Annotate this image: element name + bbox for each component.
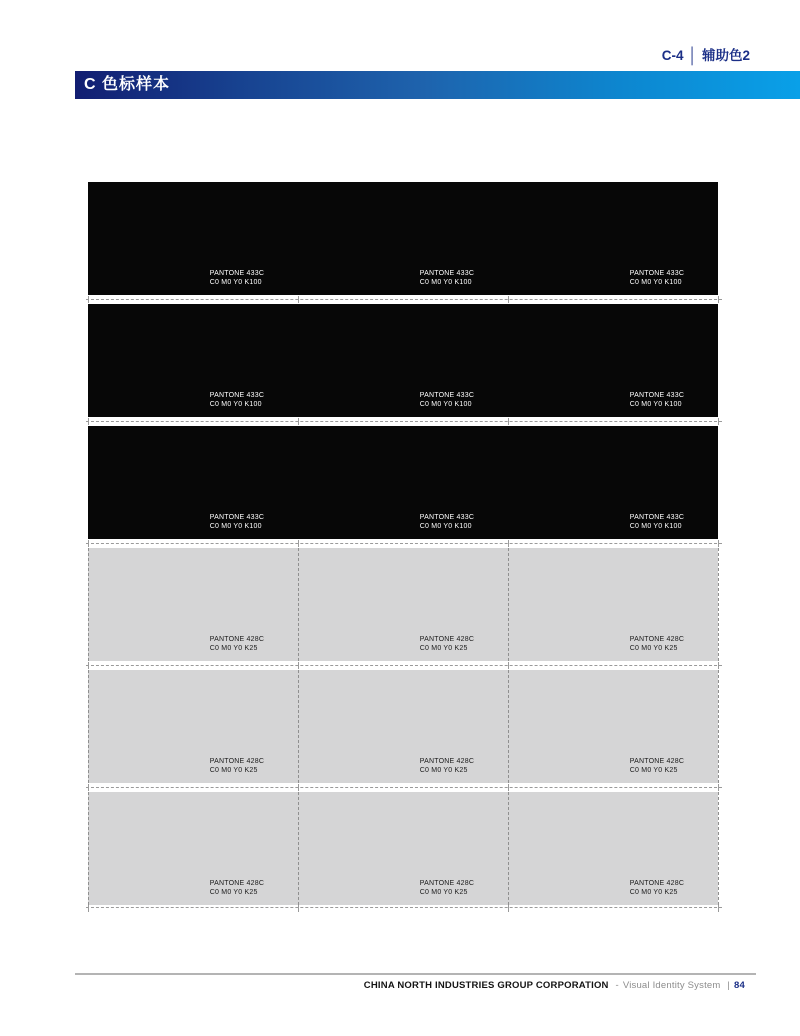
color-swatch-grid	[88, 182, 718, 914]
swatch-cell	[88, 182, 298, 295]
cut-line-gap	[88, 295, 718, 304]
cut-mark-tick	[508, 296, 509, 303]
swatch-pantone-name: PANTONE 433C	[629, 514, 685, 521]
swatch-cmyk-value: C0 M0 Y0 K25	[419, 645, 468, 652]
swatch-pantone-name: PANTONE 428C	[419, 880, 475, 887]
cut-mark-tick	[88, 784, 89, 791]
swatch-pantone-name: PANTONE 433C	[419, 392, 475, 399]
swatch-pantone-name: PANTONE 433C	[629, 270, 685, 277]
swatch-pantone-name: PANTONE 433C	[629, 392, 685, 399]
footer	[364, 980, 745, 991]
swatch-cell	[298, 670, 508, 783]
cut-mark-vertical-dash	[298, 548, 299, 661]
footer-system-name: Visual Identity System	[622, 980, 721, 991]
section-title-bar	[75, 71, 800, 99]
swatch-cmyk-value: C0 M0 Y0 K25	[629, 645, 678, 652]
swatch-pantone-name: PANTONE 428C	[209, 880, 265, 887]
swatch-pantone-name: PANTONE 428C	[209, 636, 265, 643]
cut-mark-vertical-dash	[88, 670, 89, 783]
swatch-cmyk-value: C0 M0 Y0 K25	[209, 645, 258, 652]
swatch-cell	[88, 426, 298, 539]
swatch-cell	[508, 670, 718, 783]
cut-mark-vertical-dash	[298, 792, 299, 905]
swatch-label	[420, 513, 474, 531]
cut-mark-tick	[298, 418, 299, 425]
swatch-cell	[508, 182, 718, 295]
swatch-cell	[298, 182, 508, 295]
swatch-cmyk-value: C0 M0 Y0 K25	[629, 767, 678, 774]
cut-line-gap	[88, 905, 718, 914]
cut-line-gap	[88, 539, 718, 548]
cut-mark-tick	[718, 662, 719, 669]
cut-mark-tick	[298, 905, 299, 912]
swatch-cmyk-value: C0 M0 Y0 K100	[209, 401, 262, 408]
footer-separator: |	[727, 980, 731, 991]
swatch-cell	[508, 426, 718, 539]
swatch-cmyk-value: C0 M0 Y0 K100	[209, 279, 262, 286]
cut-mark-vertical-dash	[508, 548, 509, 661]
cut-line-gap	[88, 661, 718, 670]
swatch-label	[630, 391, 684, 409]
section-title: C 色标样本	[84, 76, 171, 93]
section-subtitle: 辅助色2	[701, 48, 750, 63]
cut-mark-tick	[88, 662, 89, 669]
cut-mark-horizontal-dash	[86, 665, 722, 666]
cut-mark-vertical-dash	[298, 670, 299, 783]
swatch-cell	[88, 670, 298, 783]
cut-mark-vertical-dash	[88, 792, 89, 905]
cut-mark-horizontal-dash	[86, 421, 722, 422]
swatch-cmyk-value: C0 M0 Y0 K100	[629, 279, 682, 286]
swatch-label	[630, 269, 684, 287]
cut-mark-tick	[718, 296, 719, 303]
footer-divider-line	[75, 973, 756, 975]
cut-mark-vertical-dash	[718, 792, 719, 905]
swatch-label	[210, 879, 264, 897]
swatch-pantone-name: PANTONE 433C	[419, 270, 475, 277]
swatch-row	[88, 426, 718, 539]
swatch-label	[420, 879, 474, 897]
footer-dash: -	[615, 980, 619, 991]
cut-mark-vertical-dash	[718, 548, 719, 661]
swatch-cmyk-value: C0 M0 Y0 K100	[419, 279, 472, 286]
swatch-label	[420, 757, 474, 775]
swatch-cell	[508, 548, 718, 661]
swatch-row	[88, 670, 718, 783]
swatch-cell	[298, 548, 508, 661]
cut-line-gap	[88, 783, 718, 792]
cut-mark-tick	[298, 784, 299, 791]
cut-mark-vertical-dash	[718, 670, 719, 783]
cut-mark-tick	[508, 905, 509, 912]
footer-page-number: 84	[734, 980, 745, 991]
swatch-pantone-name: PANTONE 433C	[209, 270, 265, 277]
swatch-cmyk-value: C0 M0 Y0 K25	[209, 889, 258, 896]
cut-mark-tick	[718, 784, 719, 791]
swatch-pantone-name: PANTONE 428C	[629, 758, 685, 765]
swatch-label	[630, 513, 684, 531]
swatch-cmyk-value: C0 M0 Y0 K100	[209, 523, 262, 530]
cut-mark-tick	[508, 784, 509, 791]
swatch-label	[630, 879, 684, 897]
swatch-row	[88, 182, 718, 295]
cut-mark-horizontal-dash	[86, 543, 722, 544]
swatch-cmyk-value: C0 M0 Y0 K25	[209, 767, 258, 774]
swatch-cmyk-value: C0 M0 Y0 K100	[419, 523, 472, 530]
cut-line-gap	[88, 417, 718, 426]
swatch-row	[88, 304, 718, 417]
cut-mark-horizontal-dash	[86, 787, 722, 788]
swatch-cmyk-value: C0 M0 Y0 K25	[419, 889, 468, 896]
swatch-label	[210, 635, 264, 653]
cut-mark-tick	[88, 418, 89, 425]
swatch-label	[630, 635, 684, 653]
swatch-pantone-name: PANTONE 433C	[209, 514, 265, 521]
cut-mark-vertical-dash	[508, 792, 509, 905]
swatch-pantone-name: PANTONE 428C	[629, 880, 685, 887]
cut-mark-tick	[88, 296, 89, 303]
swatch-label	[210, 391, 264, 409]
cut-mark-tick	[718, 418, 719, 425]
section-separator-bar: │	[688, 46, 697, 65]
swatch-cmyk-value: C0 M0 Y0 K100	[419, 401, 472, 408]
cut-mark-tick	[298, 662, 299, 669]
swatch-row	[88, 792, 718, 905]
swatch-cmyk-value: C0 M0 Y0 K100	[629, 401, 682, 408]
swatch-label	[420, 391, 474, 409]
cut-mark-tick	[88, 905, 89, 912]
swatch-pantone-name: PANTONE 428C	[419, 636, 475, 643]
cut-mark-tick	[88, 540, 89, 547]
swatch-label	[210, 757, 264, 775]
swatch-cell	[88, 792, 298, 905]
swatch-cell	[88, 548, 298, 661]
section-label	[662, 44, 750, 64]
footer-company: CHINA NORTH INDUSTRIES GROUP CORPORATION	[363, 980, 609, 991]
cut-mark-vertical-dash	[508, 670, 509, 783]
swatch-cmyk-value: C0 M0 Y0 K25	[419, 767, 468, 774]
swatch-pantone-name: PANTONE 433C	[209, 392, 265, 399]
cut-mark-tick	[508, 662, 509, 669]
cut-mark-tick	[718, 540, 719, 547]
cut-mark-tick	[298, 296, 299, 303]
cut-mark-horizontal-dash	[86, 907, 722, 908]
swatch-cmyk-value: C0 M0 Y0 K100	[629, 523, 682, 530]
swatch-cmyk-value: C0 M0 Y0 K25	[629, 889, 678, 896]
swatch-label	[420, 635, 474, 653]
swatch-pantone-name: PANTONE 428C	[629, 636, 685, 643]
swatch-pantone-name: PANTONE 428C	[419, 758, 475, 765]
swatch-label	[210, 513, 264, 531]
cut-mark-tick	[508, 540, 509, 547]
swatch-cell	[298, 426, 508, 539]
swatch-cell	[88, 304, 298, 417]
swatch-cell	[508, 304, 718, 417]
swatch-label	[210, 269, 264, 287]
swatch-label	[630, 757, 684, 775]
swatch-row	[88, 548, 718, 661]
cut-mark-tick	[508, 418, 509, 425]
cut-mark-vertical-dash	[88, 548, 89, 661]
swatch-pantone-name: PANTONE 433C	[419, 514, 475, 521]
section-tag: C-4	[661, 48, 684, 63]
swatch-cell	[298, 304, 508, 417]
swatch-cell	[298, 792, 508, 905]
cut-mark-horizontal-dash	[86, 299, 722, 300]
cut-mark-tick	[298, 540, 299, 547]
swatch-pantone-name: PANTONE 428C	[209, 758, 265, 765]
cut-mark-tick	[718, 905, 719, 912]
swatch-label	[420, 269, 474, 287]
swatch-cell	[508, 792, 718, 905]
